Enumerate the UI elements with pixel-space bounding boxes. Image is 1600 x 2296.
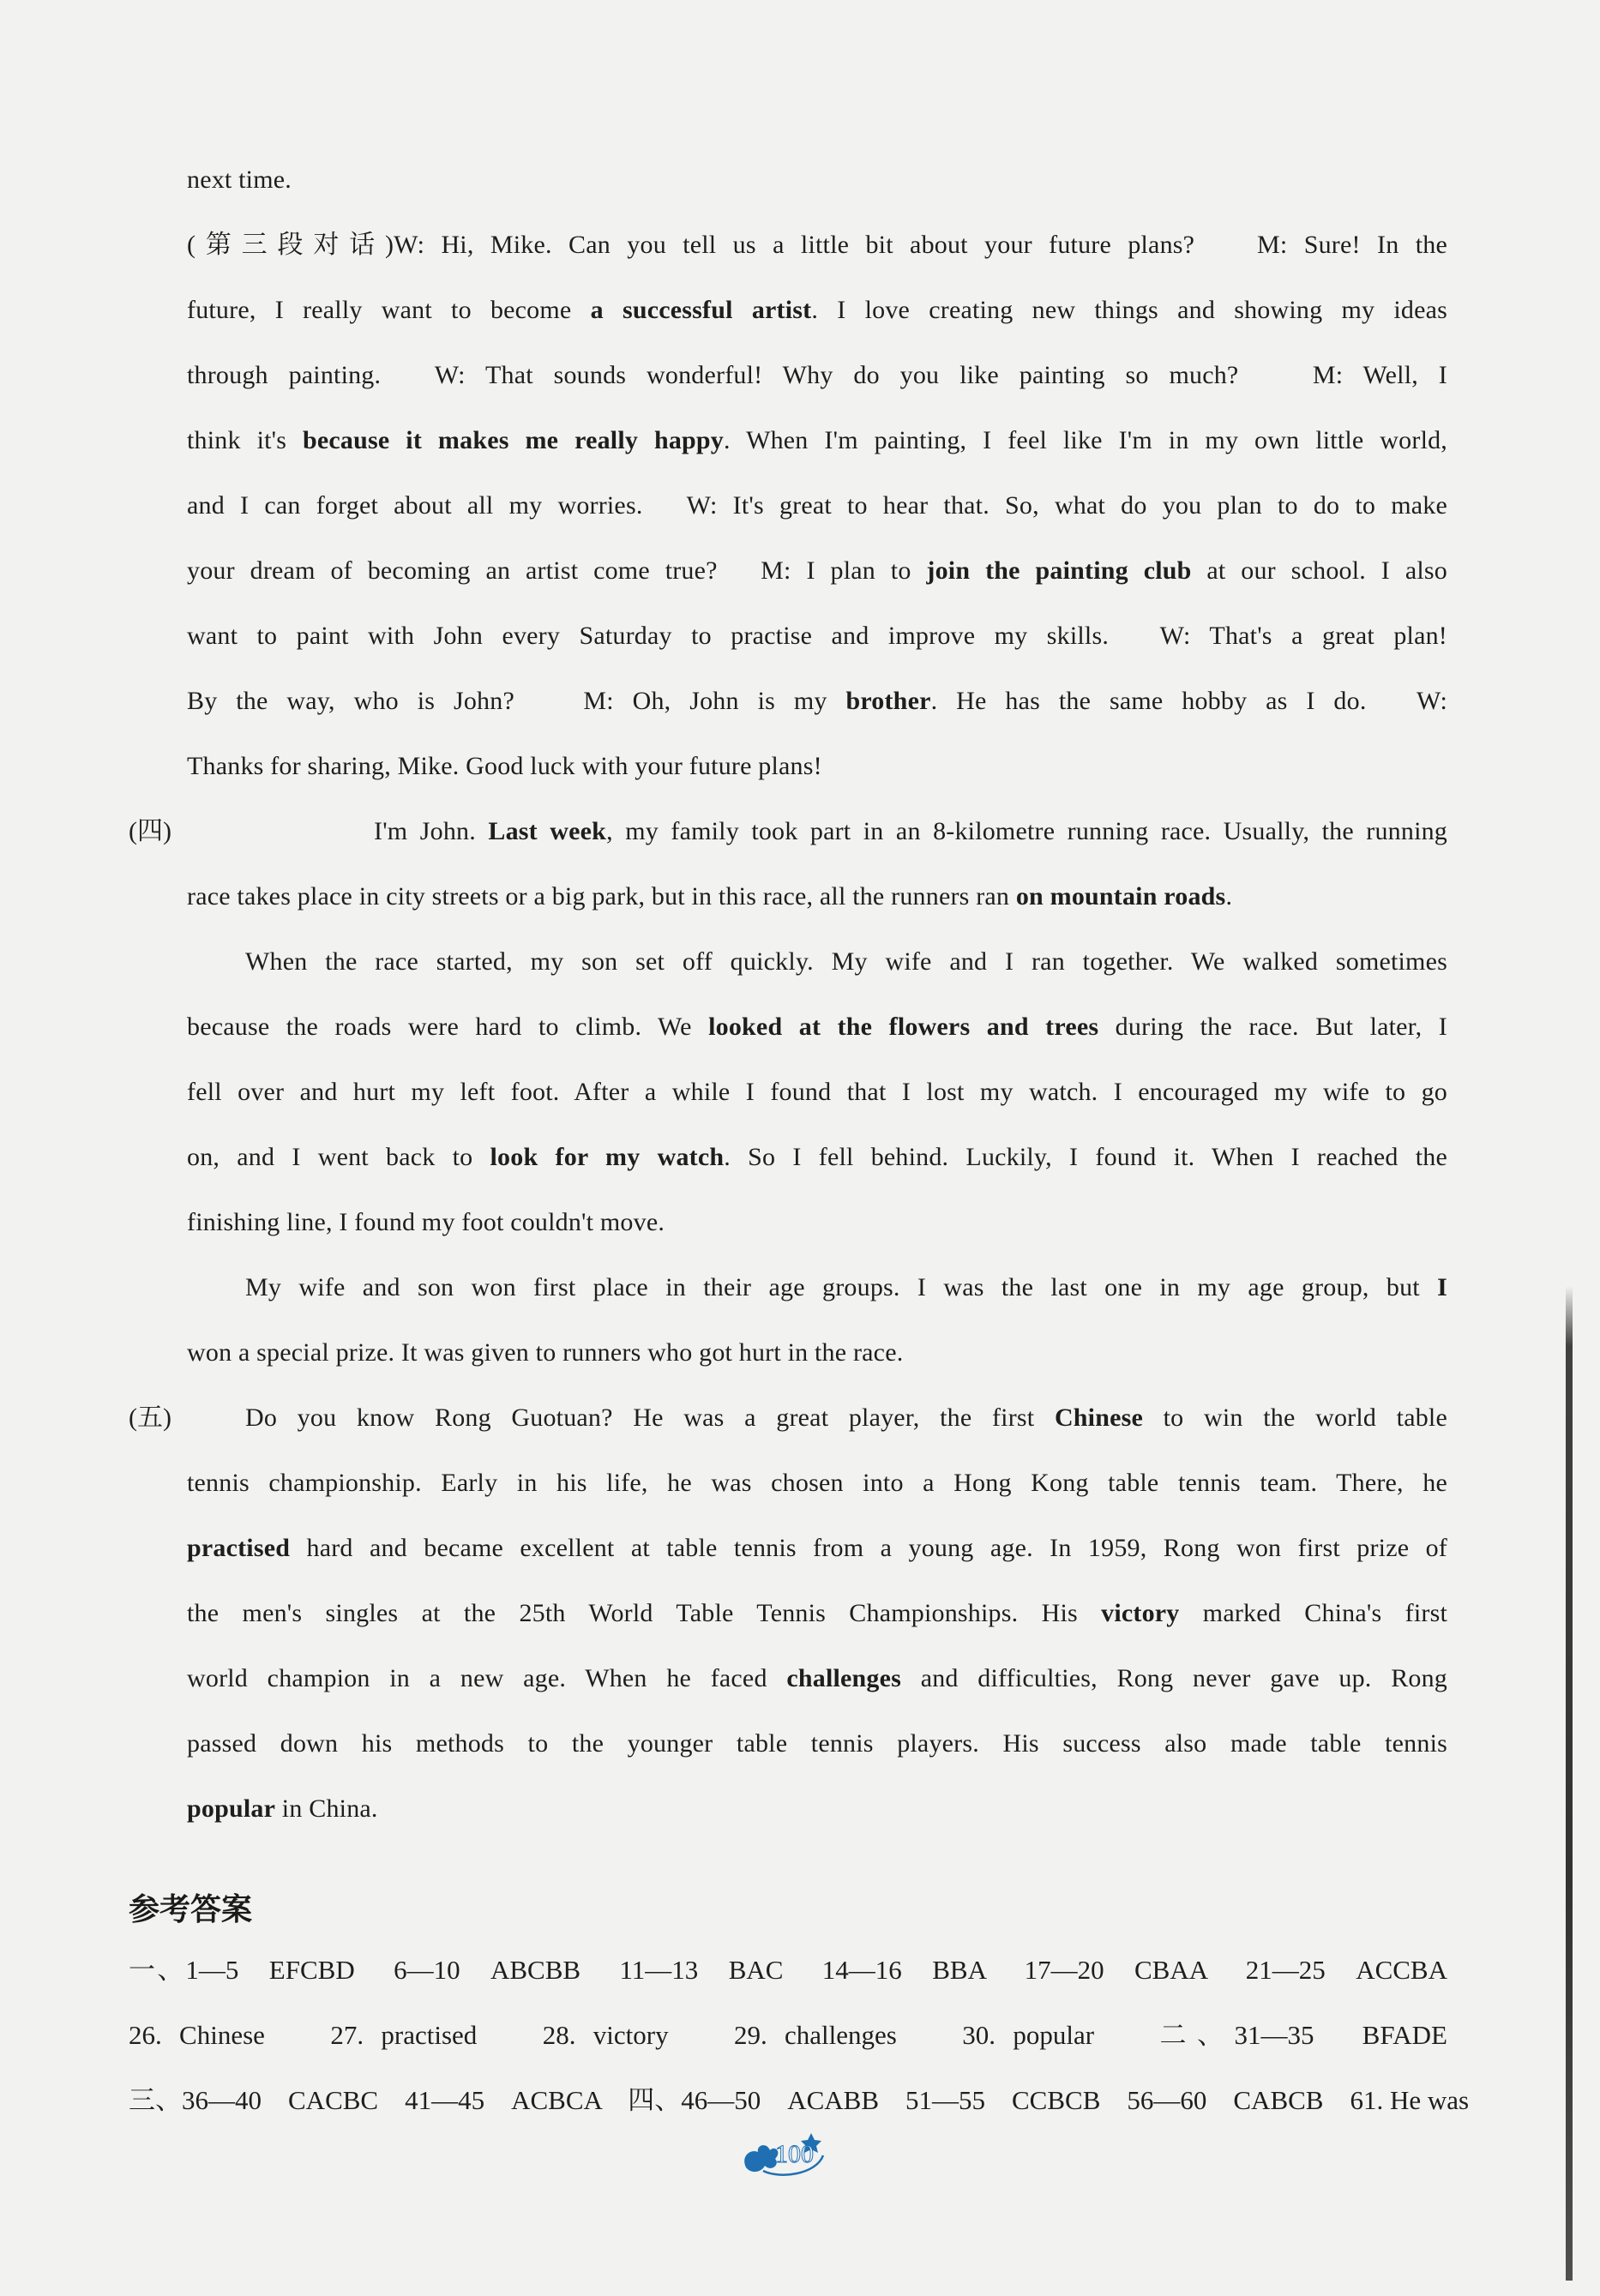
passage-line: Do you know Rong Guotuan? He was a great player, the first Chinese to win the world table	[245, 1403, 1447, 1432]
answer-highlight: a successful artist	[590, 296, 812, 324]
dialogue-line: want to paint with John every Saturday to practise and improve my skills. W: That's a great plan!	[187, 622, 1447, 650]
answer-highlight: I	[1437, 1273, 1447, 1301]
dialogue-line: your dream of becoming an artist come true? M: I plan to join the painting club at our school. I also	[187, 556, 1447, 585]
answer-row: 26. Chinese 27. practised 28. victory 29. challenges 30. popular 二、31—35 BFADE	[129, 2020, 1447, 2050]
passage-line: because the roads were hard to climb. We looked at the flowers and trees during the race. But later, I	[187, 1013, 1447, 1041]
answer-row: 三、36—40 CACBC 41—45 ACBCA 四、46—50 ACABB 51—55 CCBCB 56—60 CABCB 61. He was	[129, 2085, 1470, 2115]
dialogue-line: (第三段对话)W: Hi, Mike. Can you tell us a little bit about your future plans? M: Sure! In the	[187, 231, 1447, 259]
answer-highlight: popular	[187, 1794, 276, 1823]
passage-line: world champion in a new age. When he faced challenges and difficulties, Rong never gave up. Rong	[187, 1664, 1447, 1692]
passage-line: race takes place in city streets or a big park, but in this race, all the runners ran on mountain roads.	[187, 882, 1233, 911]
page-number	[737, 2126, 832, 2178]
dialogue-line: future, I really want to become a successful artist. I love creating new things and showing my ideas	[187, 296, 1447, 324]
leaf-icon	[737, 2126, 832, 2178]
dialogue-line: By the way, who is John? M: Oh, John is my brother. He has the same hobby as I do. W:	[187, 687, 1447, 715]
dialogue-line: and I can forget about all my worries. W: It's great to hear that. So, what do you plan to do to make	[187, 491, 1447, 520]
passage-line: won a special prize. It was given to runners who got hurt in the race.	[187, 1338, 904, 1367]
page-number-text: 100	[775, 2140, 814, 2168]
passage-line: practised hard and became excellent at table tennis from a young age. In 1959, Rong won first prize of	[187, 1534, 1447, 1562]
passage-line: fell over and hurt my left foot. After a while I found that I lost my watch. I encouraged my wife to go	[187, 1078, 1447, 1106]
answer-highlight: because it makes me really happy	[303, 426, 725, 454]
passage-line: tennis championship. Early in his life, he was chosen into a Hong Kong table tennis team. There, he	[187, 1469, 1447, 1497]
passage-line: I'm John. Last week, my family took part in an 8-kilometre running race. Usually, the running	[374, 817, 1448, 845]
answer-highlight: brother	[845, 687, 931, 715]
dialogue-line: through painting. W: That sounds wonderful! Why do you like painting so much? M: Well, I	[187, 361, 1447, 389]
passage-line: the men's singles at the 25th World Table Tennis Championships. His victory marked China's first	[187, 1599, 1447, 1627]
passage-line: popular in China.	[187, 1794, 378, 1823]
passage-line: When the race started, my son set off quickly. My wife and I ran together. We walked sometimes	[245, 947, 1447, 976]
passage-line: passed down his methods to the younger table tennis players. His success also made table tennis	[187, 1729, 1447, 1758]
passage-line: My wife and son won first place in their age groups. I was the last one in my age group, but I	[245, 1273, 1447, 1301]
passage-line: finishing line, I found my foot couldn't move.	[187, 1208, 665, 1236]
answer-highlight: practised	[187, 1534, 291, 1562]
section-label: (五)	[129, 1403, 171, 1432]
answer-highlight: on mountain roads	[1015, 882, 1226, 911]
answer-row: 一、1—5 EFCBD 6—10 ABCBB 11—13 BAC 14—16 BBA 17—20 CBAA 21—25 ACCBA	[129, 1955, 1447, 1985]
answer-highlight: challenges	[786, 1664, 902, 1692]
answers-heading: 参考答案	[129, 1892, 253, 1927]
answer-highlight: join the painting club	[926, 556, 1192, 585]
answer-highlight: looked at the flowers and trees	[708, 1013, 1099, 1041]
dialogue-line: think it's because it makes me really happy. When I'm painting, I feel like I'm in my own little world,	[187, 426, 1448, 454]
answer-highlight: Last week	[488, 817, 607, 845]
dialogue-line: next time.	[187, 165, 292, 194]
passage-line: on, and I went back to look for my watch. So I fell behind. Luckily, I found it. When I reached the	[187, 1143, 1447, 1171]
scan-shadow	[1566, 1286, 1573, 2281]
answer-highlight: victory	[1101, 1599, 1180, 1627]
section-label: (四)	[129, 817, 171, 845]
dialogue-line: Thanks for sharing, Mike. Good luck with your future plans!	[187, 752, 822, 780]
answer-highlight: Chinese	[1054, 1403, 1144, 1432]
answer-highlight: look for my watch	[490, 1143, 725, 1171]
